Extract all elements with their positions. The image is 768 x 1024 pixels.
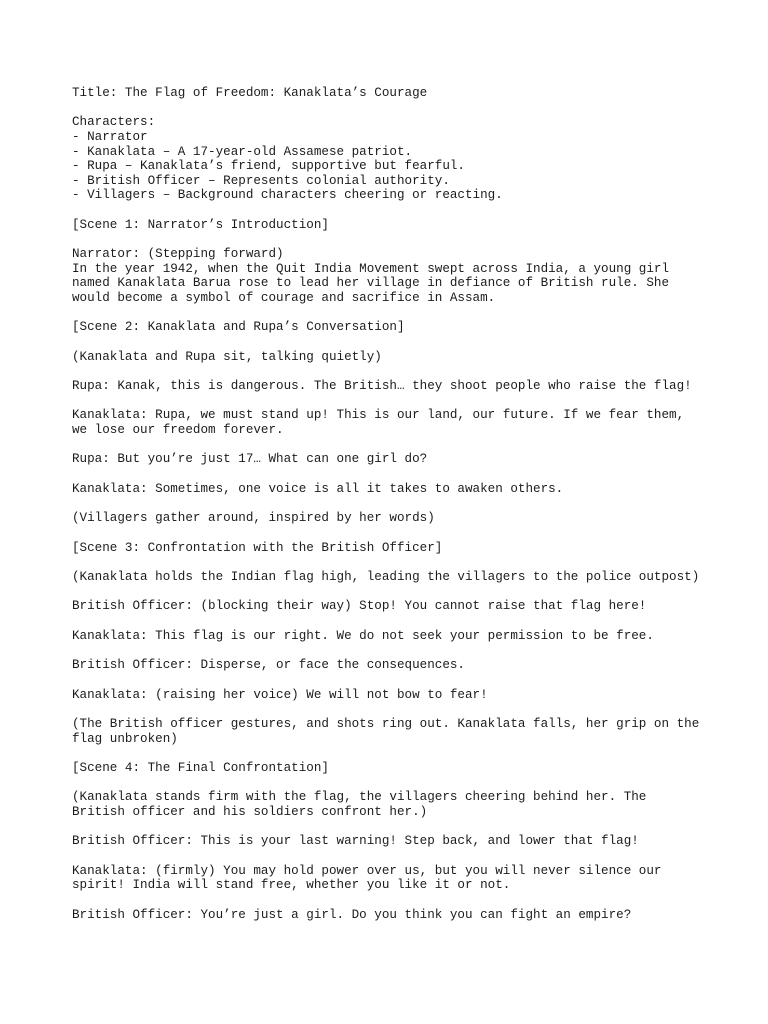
document-paragraph	[72, 864, 722, 893]
document-paragraph	[72, 570, 722, 585]
text-line: Title: The Flag of Freedom: Kanaklata’s Courage	[72, 86, 428, 100]
text-line: Rupa: Kanak, this is dangerous. The British… they shoot people who raise the flag!	[72, 379, 692, 394]
text-line: Kanaklata: Rupa, we must stand up! This is our land, our future. If we fear them,	[72, 408, 685, 423]
document-paragraph	[72, 452, 722, 467]
document-paragraph	[72, 599, 722, 614]
document-paragraph	[72, 379, 722, 394]
text-line: British Officer: You’re just a girl. Do you think you can fight an empire?	[72, 907, 632, 922]
document-paragraph	[72, 717, 722, 746]
text-line: would become a symbol of courage and sacrifice in Assam.	[72, 290, 496, 305]
text-line: British officer and his soldiers confront her.)	[72, 804, 428, 819]
text-line: - Narrator	[72, 129, 148, 144]
text-line: [Scene 1: Narrator’s Introduction]	[72, 217, 329, 232]
text-line: British Officer: This is your last warning! Step back, and lower that flag!	[72, 834, 639, 849]
document-paragraph	[72, 511, 722, 526]
text-line: Kanaklata: Sometimes, one voice is all it takes to awaken others.	[72, 481, 564, 496]
text-line: (The British officer gestures, and shots ring out. Kanaklata falls, her grip on the	[72, 716, 700, 731]
text-line: spirit! India will stand free, whether you like it or not.	[72, 878, 511, 893]
text-line: - Kanaklata – A 17-year-old Assamese patriot.	[72, 144, 413, 159]
document-paragraph	[72, 658, 722, 673]
document-paragraph	[72, 86, 722, 101]
document-paragraph	[72, 482, 722, 497]
document-paragraph	[72, 908, 722, 923]
text-line: Characters:	[72, 115, 156, 130]
document-paragraph	[72, 247, 722, 305]
text-line: flag unbroken)	[72, 731, 178, 746]
text-line: - Rupa – Kanaklata’s friend, supportive but fearful.	[72, 159, 465, 174]
document-paragraph	[72, 688, 722, 703]
document-paragraph	[72, 629, 722, 644]
text-line: we lose our freedom forever.	[72, 423, 284, 438]
text-line: Kanaklata: (raising her voice) We will not bow to fear!	[72, 687, 488, 702]
text-line: named Kanaklata Barua rose to lead her village in defiance of British rule. She	[72, 276, 670, 291]
text-line: Kanaklata: (firmly) You may hold power over us, but you will never silence our	[72, 863, 662, 878]
text-line: [Scene 4: The Final Confrontation]	[72, 760, 329, 775]
text-line: - British Officer – Represents colonial authority.	[72, 173, 450, 188]
text-line: British Officer: (blocking their way) Stop! You cannot raise that flag here!	[72, 599, 647, 614]
text-line: Rupa: But you’re just 17… What can one girl do?	[72, 452, 428, 467]
document-paragraph	[72, 834, 722, 849]
document-paragraph	[72, 541, 722, 556]
text-line: (Villagers gather around, inspired by her words)	[72, 511, 435, 526]
text-line: (Kanaklata stands firm with the flag, the villagers cheering behind her. The	[72, 790, 647, 805]
text-line: British Officer: Disperse, or face the consequences.	[72, 658, 465, 673]
document-paragraph	[72, 218, 722, 233]
document-paragraph	[72, 350, 722, 365]
text-line: (Kanaklata holds the Indian flag high, leading the villagers to the police outpost)	[72, 570, 700, 585]
document-paragraph	[72, 115, 722, 203]
document-paragraph	[72, 790, 722, 819]
text-line: [Scene 2: Kanaklata and Rupa’s Conversation]	[72, 320, 405, 335]
text-line: [Scene 3: Confrontation with the British Officer]	[72, 540, 443, 555]
document-paragraph	[72, 761, 722, 776]
text-line: In the year 1942, when the Quit India Movement swept across India, a young girl	[72, 261, 670, 276]
document-page	[72, 86, 722, 937]
document-paragraph	[72, 320, 722, 335]
text-line: (Kanaklata and Rupa sit, talking quietly)	[72, 349, 382, 364]
text-line: Kanaklata: This flag is our right. We do not seek your permission to be free.	[72, 628, 654, 643]
text-line: Narrator: (Stepping forward)	[72, 247, 284, 262]
document-paragraph	[72, 408, 722, 437]
text-line: - Villagers – Background characters cheering or reacting.	[72, 188, 503, 203]
